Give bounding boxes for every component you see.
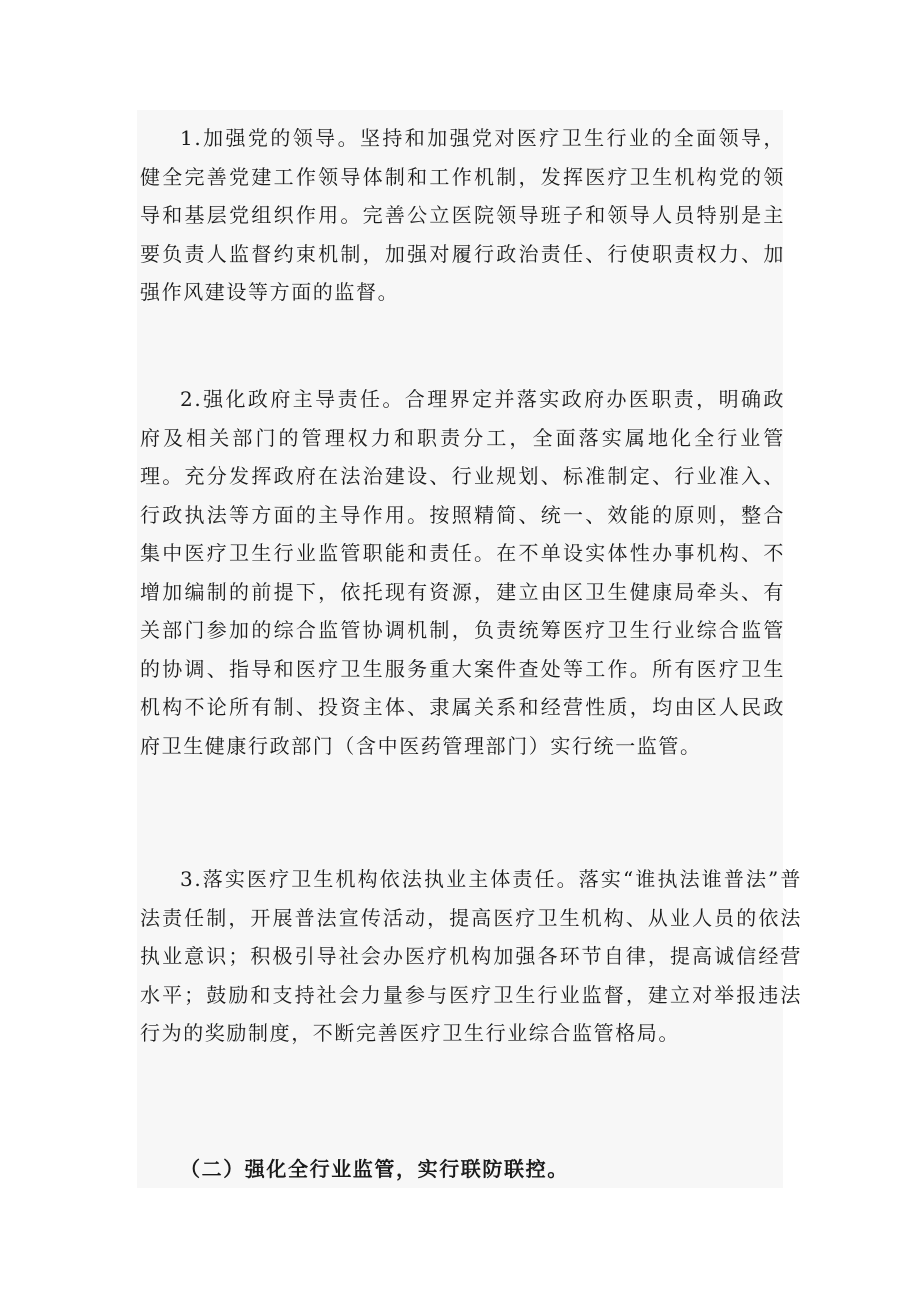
- section-heading: （二）强化全行业监管，实行联防联控。: [180, 1157, 569, 1181]
- paragraph-party-leadership: 1.加强党的领导。坚持和加强党对医疗卫生行业的全面领导，健全完善党建工作领导体制和工作机制，发挥医疗卫生机构党的领导和基层党组织作用。完善公立医院领导班子和领导人员特别是主要负责人监督约束机制，加强对履行政治责任、行使职责权力、加强作风建设等方面的监督。: [140, 126, 785, 304]
- paragraph-government-responsibility: 2.强化政府主导责任。合理界定并落实政府办医职责，明确政府及相关部门的管理权力和职责分工，全面落实属地化全行业管理。充分发挥政府在法治建设、行业规划、标准制定、行业准入、行政执法等方面的主导作用。按照精简、统一、效能的原则，整合集中医疗卫生行业监管职能和责任。在不单设实体性办事机构、不增加编制的前提下，依托现有资源，建立由区卫生健康局牵头、有关部门参加的综合监管协调机制，负责统筹医疗卫生行业综合监管的协调、指导和医疗卫生服务重大案件查处等工作。所有医疗卫生机构不论所有制、投资主体、隶属关系和经营性质，均由区人民政府卫生健康行政部门（含中医药管理部门）实行统一监管。: [140, 387, 785, 758]
- paragraph-institution-responsibility: 3.落实医疗卫生机构依法执业主体责任。落实“谁执法谁普法”普法责任制，开展普法宣传活动，提高医疗卫生机构、从业人员的依法执业意识；积极引导社会办医疗机构加强各环节自律，提高诚信经营水平；鼓励和支持社会力量参与医疗卫生行业监督，建立对举报违法行为的奖励制度，不断完善医疗卫生行业综合监管格局。: [140, 867, 802, 1045]
